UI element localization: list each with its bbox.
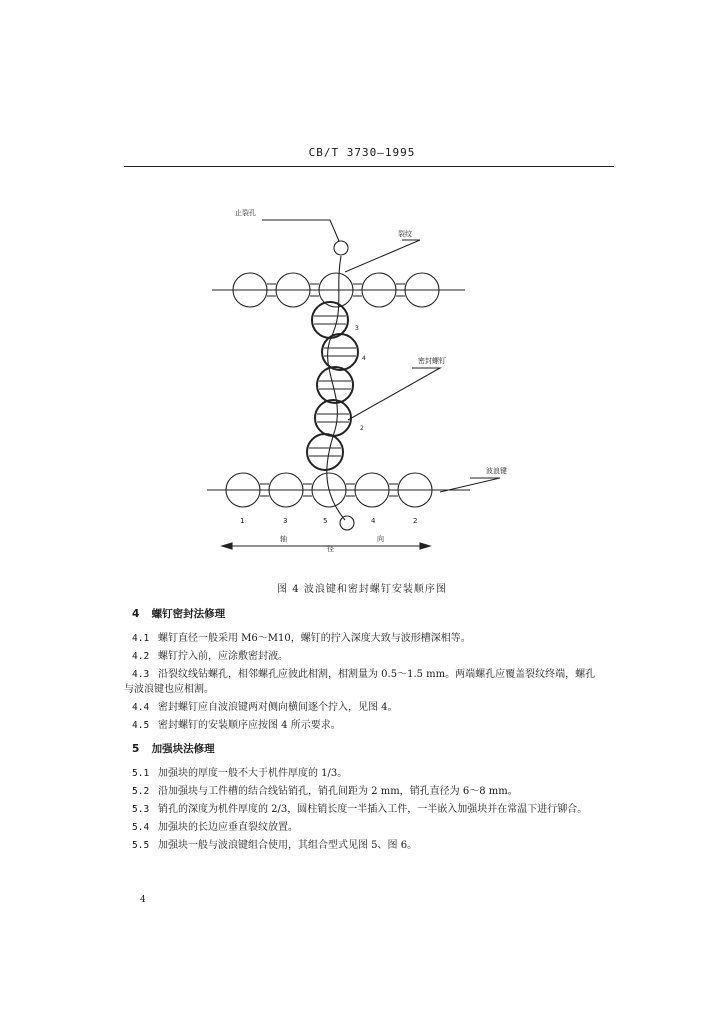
list-item: 4.3 沿裂纹线钻螺孔，相邻螺孔应彼此相割，相割量为 0.5～1.5 mm。两端螺孔应覆盖裂纹终端，螺孔 xyxy=(132,669,596,680)
seal-screw-chain xyxy=(307,302,358,470)
list-item: 5.4 加强块的长边应垂直裂纹放置。 xyxy=(132,822,298,833)
order-number: 3 xyxy=(283,517,288,525)
section-title: 螺钉密封法修理 xyxy=(151,608,226,620)
crack-label: 裂纹 xyxy=(398,230,412,238)
section-number: 5 xyxy=(132,743,140,755)
standard-code-header: CB/T 3730—1995 xyxy=(308,146,416,159)
section-5-heading xyxy=(132,741,215,756)
page-number: 4 xyxy=(140,895,146,905)
list-item: 4.2 螺钉拧入前，应涂敷密封液。 xyxy=(132,651,288,662)
list-item: 4.1 螺钉直径一般采用 M6～M10，螺钉的拧入深度大致与波形槽深相等。 xyxy=(132,633,471,644)
order-number: 2 xyxy=(360,425,364,432)
section-number: 4 xyxy=(132,608,140,620)
bottom-wave-key xyxy=(207,473,470,507)
order-number: 4 xyxy=(362,355,366,362)
order-number: 5 xyxy=(323,517,328,525)
order-number: 2 xyxy=(413,517,418,525)
crack-line xyxy=(327,256,345,520)
stop-hole-bottom xyxy=(340,516,354,530)
stop-hole-top xyxy=(334,241,348,255)
axis-label: 径 xyxy=(327,545,334,553)
wave-key-label: 波浪键 xyxy=(486,467,507,475)
section-4-heading xyxy=(132,606,225,621)
figure-caption: 图 4 波浪键和密封螺钉安装顺序图 xyxy=(277,584,447,595)
axis-label: 轴 xyxy=(280,535,287,543)
list-item: 5.5 加强块一般与波浪键组合使用，其组合型式见图 5、图 6。 xyxy=(132,840,418,851)
seal-screw-label: 密封螺钉 xyxy=(418,357,446,365)
list-item: 5.1 加强块的厚度一般不大于机件厚度的 1/3。 xyxy=(132,768,348,779)
section-title: 加强块法修理 xyxy=(151,743,215,755)
order-number: 1 xyxy=(240,517,245,525)
list-item: 4.5 密封螺钉的安装顺序应按图 4 所示要求。 xyxy=(132,720,341,731)
stop-hole-label: 止裂孔 xyxy=(235,209,256,217)
list-item: 5.3 销孔的深度为机件厚度的 2/3，圆柱销长度一半插入工件，一半嵌入加强块并在常温下进行铆合。 xyxy=(132,804,588,815)
order-number: 4 xyxy=(371,517,376,525)
list-item: 5.2 沿加强块与工件槽的结合线钻销孔，销孔间距为 2 mm，销孔直径为 6～8 mm。 xyxy=(132,786,518,797)
list-item-continuation: 与波浪键也应相割。 xyxy=(124,684,214,695)
axis-label: 向 xyxy=(377,535,384,543)
order-number: 3 xyxy=(355,325,359,332)
list-item: 4.4 密封螺钉应自波浪键两对侧向横间逐个拧入，见图 4。 xyxy=(132,702,398,713)
